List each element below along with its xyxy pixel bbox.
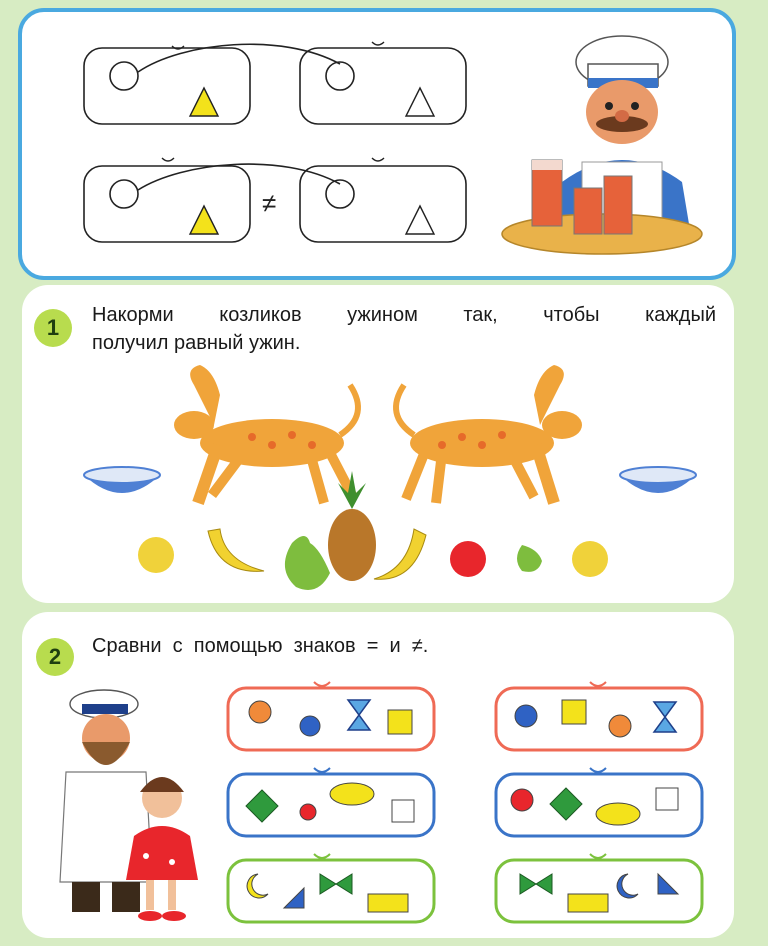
task-1-illustration — [22, 285, 734, 603]
set-box-left-bottom — [84, 158, 250, 242]
set-box-blue-left — [228, 768, 434, 836]
task-number-badge: 2 — [36, 638, 74, 676]
task-1-word: Накорми — [92, 304, 174, 326]
set-box-green-right — [496, 854, 702, 922]
task-1-word: козликов — [219, 304, 302, 326]
task-2-panel — [22, 612, 734, 938]
task-1-line-2: получил равный ужин. — [92, 332, 301, 354]
set-box-red-left — [228, 682, 434, 750]
set-box-blue-right — [496, 768, 702, 836]
set-box-right-top — [300, 42, 466, 124]
task-2-illustration — [22, 612, 734, 938]
not-equal-sign: ≠ — [262, 188, 277, 218]
bowl-icon — [620, 467, 696, 493]
task-1-word: ужином — [347, 304, 418, 326]
intro-set-diagram — [22, 12, 732, 276]
task-1-word: каждый — [645, 304, 716, 326]
intro-panel — [18, 8, 736, 280]
pony-icon — [174, 365, 358, 503]
set-box-green-left — [228, 854, 434, 922]
task-number-badge: 1 — [34, 309, 72, 347]
set-box-red-right — [496, 682, 702, 750]
chef-with-juice-icon — [502, 36, 702, 254]
task-1-panel — [22, 285, 734, 603]
bowl-icon — [84, 467, 160, 493]
task-1-word: чтобы — [543, 304, 600, 326]
task-2-instruction: Сравни с помощью знаков = и ≠. — [92, 635, 429, 657]
pony-icon — [396, 365, 582, 503]
task-1-word: так, — [463, 304, 498, 326]
set-box-right-bottom — [300, 158, 466, 242]
